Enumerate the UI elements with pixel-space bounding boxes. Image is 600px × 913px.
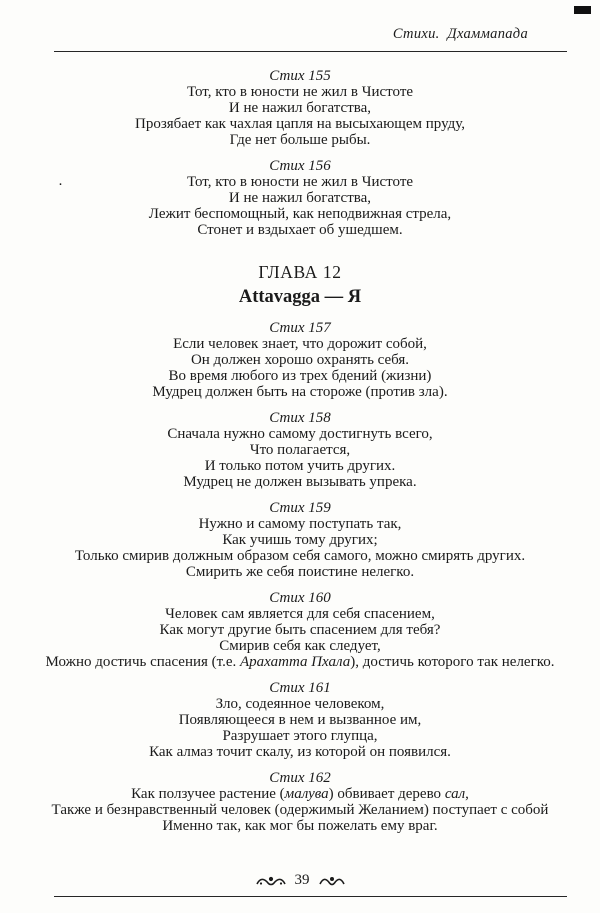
verse-line: Что полагается, bbox=[249, 442, 351, 458]
verse-block bbox=[0, 500, 600, 580]
verse-line: Человек сам является для себя спасением, bbox=[165, 606, 435, 622]
verse-number: Стих 157 bbox=[269, 320, 331, 336]
verse-block bbox=[0, 320, 600, 400]
chapter-heading bbox=[0, 262, 600, 308]
verse-line: И только потом учить других. bbox=[204, 458, 396, 474]
verse-block bbox=[0, 410, 600, 490]
verse-line: Если человек знает, что дорожит собой, bbox=[173, 336, 427, 352]
verse-line: Как могут другие быть спасением для тебя? bbox=[159, 622, 441, 638]
verse-number: Стих 162 bbox=[269, 770, 331, 786]
verse-line: Разрушает этого глупца, bbox=[222, 728, 378, 744]
verse-line: Также и безнравственный человек (одержимый Желанием) поступает с собой bbox=[51, 802, 549, 818]
page-number: 39 bbox=[294, 872, 310, 888]
verse-line: Тот, кто в юности не жил в Чистоте bbox=[186, 84, 414, 100]
footer-ornament-left-icon bbox=[256, 875, 286, 887]
verse-block bbox=[0, 68, 600, 148]
verse-line: Стонет и вздыхает об ушедшем. bbox=[197, 222, 403, 238]
verses-section-bottom bbox=[0, 320, 600, 834]
verse-line: Как учишь тому других; bbox=[222, 532, 378, 548]
page-number-row bbox=[0, 872, 600, 889]
verse-line: Во время любого из трех бдений (жизни) bbox=[168, 368, 432, 384]
verse-line: Можно достичь спасения (т.е. Арахатта Пхала), достичь которого так нелегко. bbox=[45, 654, 555, 670]
corner-print-mark bbox=[574, 6, 591, 14]
verse-line: Смирить же себя поистине нелегко. bbox=[185, 564, 415, 580]
verse-line: Как ползучее растение (малува) обвивает дерево сал, bbox=[131, 786, 469, 802]
verse-line: Как алмаз точит скалу, из которой он появился. bbox=[149, 744, 451, 760]
verse-line: Только смирив должным образом себя самого, можно смирять других. bbox=[74, 548, 526, 564]
verse-line: Именно так, как мог бы пожелать ему враг. bbox=[162, 818, 438, 834]
verse-number: Стих 159 bbox=[269, 500, 331, 516]
verse-number: Стих 161 bbox=[269, 680, 331, 696]
verse-line: Мудрец не должен вызывать упрека. bbox=[183, 474, 417, 490]
verse-line: Лежит беспомощный, как неподвижная стрела, bbox=[148, 206, 452, 222]
chapter-subtitle: Attavagga — Я bbox=[238, 287, 362, 307]
verses-section-top bbox=[0, 68, 600, 238]
verse-block bbox=[0, 590, 600, 670]
verse-line: Смирив себя как следует, bbox=[219, 638, 381, 654]
verse-number: Стих 155 bbox=[269, 68, 331, 84]
verse-line: И не нажил богатства, bbox=[228, 190, 372, 206]
verse-block bbox=[0, 680, 600, 760]
verse-line: Мудрец должен быть на стороже (против зла). bbox=[152, 384, 448, 400]
footer-ornament-right-icon bbox=[319, 875, 345, 887]
verse-line: Он должен хорошо охранять себя. bbox=[190, 352, 410, 368]
footer-rule bbox=[54, 896, 567, 897]
chapter-title: ГЛАВА 12 bbox=[258, 262, 342, 282]
verse-number: Стих 156 bbox=[269, 158, 331, 174]
verse-line: Прозябает как чахлая цапля на высыхающем пруду, bbox=[134, 116, 466, 132]
verse-line: Где нет больше рыбы. bbox=[229, 132, 371, 148]
verse-line: Зло, содеянное человеком, bbox=[215, 696, 385, 712]
verse-line: Нужно и самому поступать так, bbox=[198, 516, 402, 532]
verse-line: Сначала нужно самому достигнуть всего, bbox=[167, 426, 433, 442]
verse-line: И не нажил богатства, bbox=[228, 100, 372, 116]
verse-number: Стих 158 bbox=[269, 410, 331, 426]
verse-number: Стих 160 bbox=[269, 590, 331, 606]
page-footer bbox=[0, 872, 600, 913]
verse-block bbox=[0, 770, 600, 834]
verse-block bbox=[0, 158, 600, 238]
running-title: Стихи. Дхаммапада bbox=[392, 26, 528, 42]
running-header bbox=[0, 0, 600, 52]
verse-line: Тот, кто в юности не жил в Чистоте bbox=[186, 174, 414, 190]
verse-line: Появляющееся в нем и вызванное им, bbox=[178, 712, 422, 728]
margin-mark: · bbox=[58, 177, 63, 193]
page-body bbox=[0, 52, 600, 872]
